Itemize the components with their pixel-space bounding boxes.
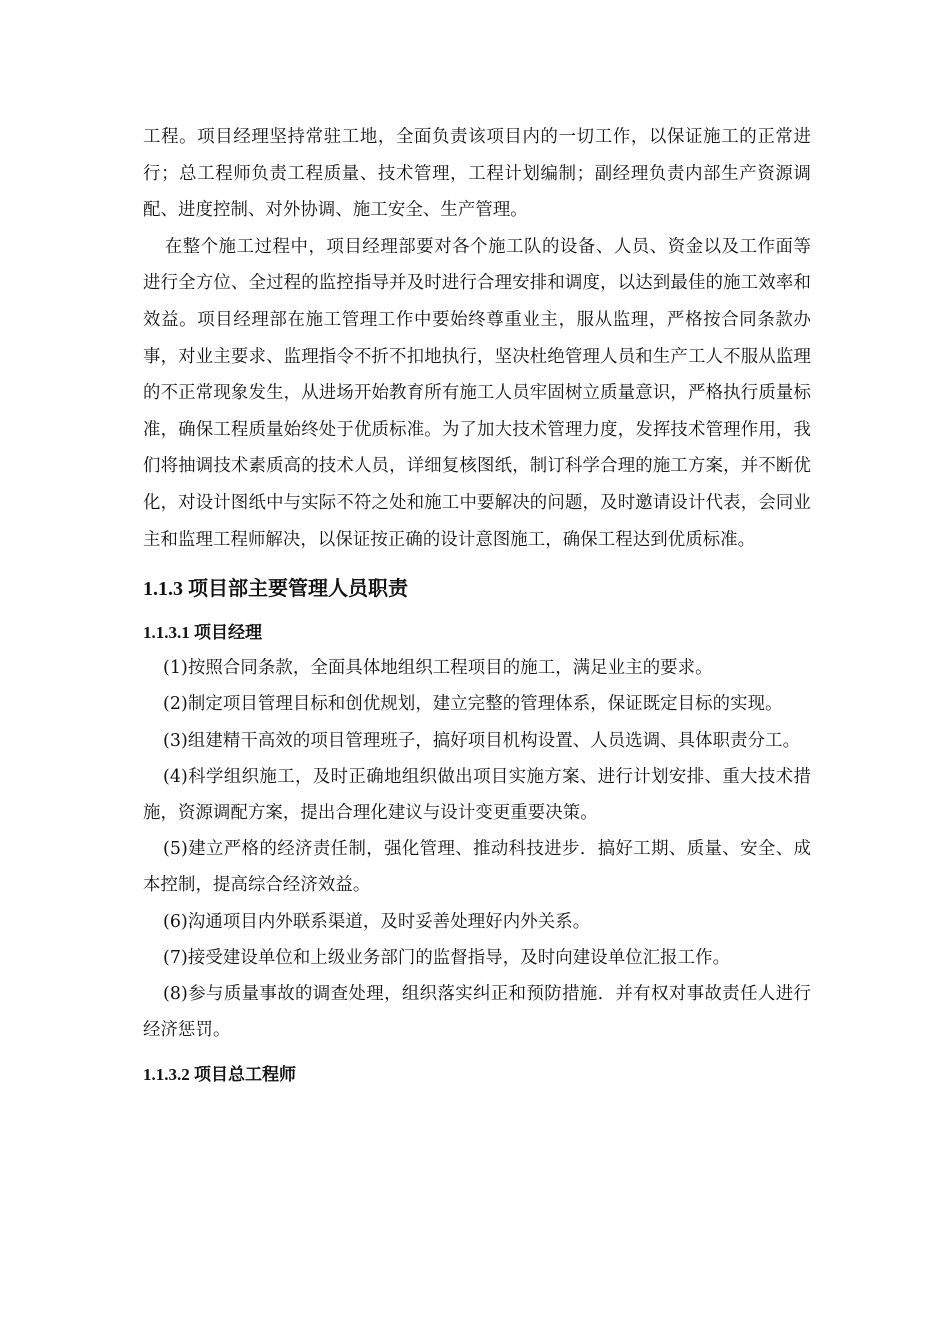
document-page bbox=[143, 119, 811, 1092]
paragraph-management: 在整个施工过程中，项目经理部要对各个施工队的设备、人员、资金以及工作面等进行全方位、全过程的监控指导并及时进行合理安排和调度，以达到最佳的施工效率和效益。项目经理部在施工管理工作中要始终尊重业主，服从监理，严格按合同条款办事，对业主要求、监理指令不折不扣地执行，坚决杜绝管理人员和生产工人不服从监理的不正常现象发生，从进场开始教育所有施工人员牢固树立质量意识，严格执行质量标准，确保工程质量始终处于优质标准。为了加大技术管理力度，发挥技术管理作用，我们将抽调技术素质高的技术人员，详细复核图纸，制订科学合理的施工方案，并不断优化，对设计图纸中与实际不符之处和施工中要解决的问题，及时邀请设计代表，会同业主和监理工程师解决，以保证按正确的设计意图施工，确保工程达到优质标准。 bbox=[143, 236, 811, 550]
subsection-heading-project-manager: 1.1.3.1 项目经理 bbox=[143, 623, 262, 643]
subsection-heading-chief-engineer: 1.1.3.2 项目总工程师 bbox=[143, 1065, 296, 1085]
duty-list bbox=[143, 650, 811, 1048]
duty-item-8: (8)参与质量事故的调查处理，组织落实纠正和预防措施．并有权对事故责任人进行经济惩罚。 bbox=[143, 983, 811, 1041]
duty-item-3: (3)组建精干高效的项目管理班子，搞好项目机构设置、人员选调、具体职责分工。 bbox=[163, 730, 801, 751]
duty-item-1: (1)按照合同条款，全面具体地组织工程项目的施工，满足业主的要求。 bbox=[163, 658, 713, 679]
duty-item-6: (6)沟通项目内外联系渠道，及时妥善处理好内外关系。 bbox=[163, 911, 591, 932]
section-heading: 1.1.3 项目部主要管理人员职责 bbox=[143, 578, 408, 601]
duty-item-5: (5)建立严格的经济责任制，强化管理、推动科技进步．搞好工期、质量、安全、成本控制，提高综合经济效益。 bbox=[143, 839, 811, 896]
duty-item-2: (2)制定项目管理目标和创优规划，建立完整的管理体系，保证既定目标的实现。 bbox=[163, 694, 783, 715]
duty-item-7: (7)接受建设单位和上级业务部门的监督指导，及时向建设单位汇报工作。 bbox=[163, 947, 731, 968]
paragraph-continuation: 工程。项目经理坚持常驻工地，全面负责该项目内的一切工作，以保证施工的正常进行；总工程师负责工程质量、技术管理，工程计划编制；副经理负责内部生产资源调配、进度控制、对外协调、施工安全、生产管理。 bbox=[143, 127, 811, 221]
duty-item-4: (4)科学组织施工，及时正确地组织做出项目实施方案、进行计划安排、重大技术措施，资源调配方案，提出合理化建议与设计变更重要决策。 bbox=[143, 766, 811, 823]
